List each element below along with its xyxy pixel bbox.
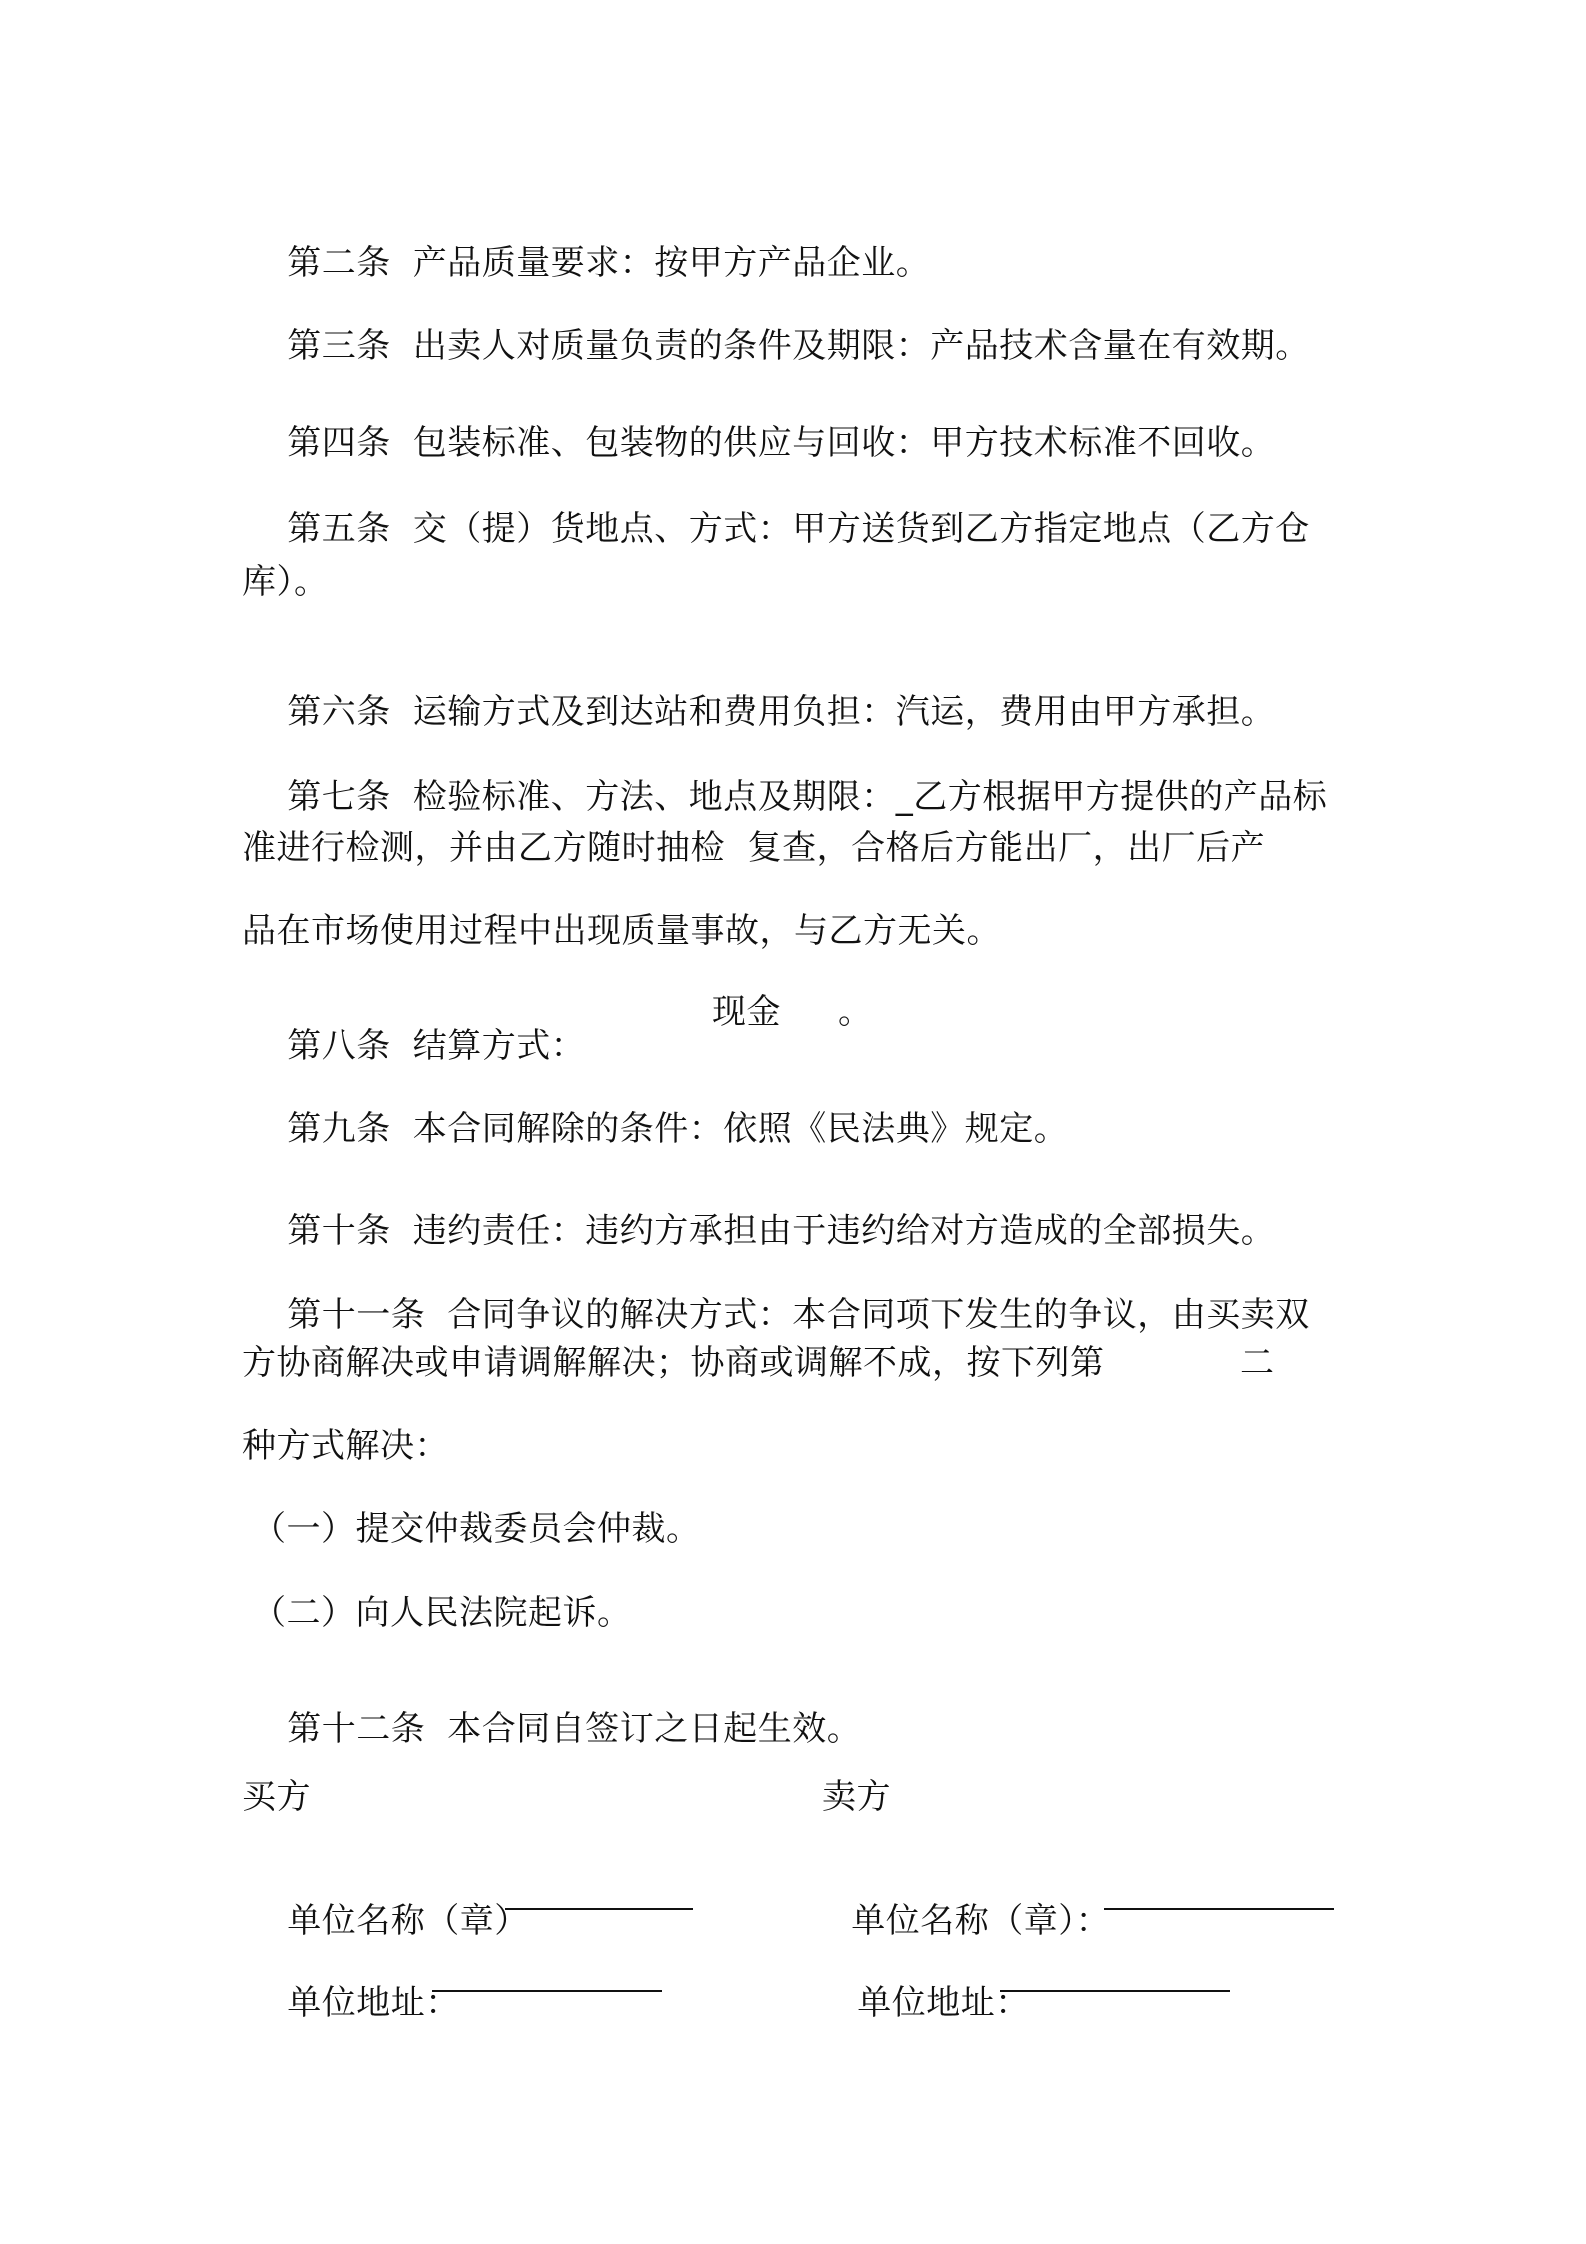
article-3 — [242, 295, 1310, 397]
article-text: 违约责任：违约方承担由于违约给对方造成的全部损失。 — [412, 1211, 1276, 1251]
buyer-unit-address-label: 单位地址： — [287, 1983, 460, 2023]
buyer-unit-name-label: 单位名称（章） — [287, 1901, 529, 1941]
article-number: 第十条 — [287, 1211, 391, 1251]
article-text: 本合同自签订之日起生效。 — [447, 1709, 862, 1749]
seller-unit-name-label: 单位名称（章）： — [851, 1901, 1111, 1941]
article-11-continued: 方协商解决或申请调解解决；协商或调解不成，按下列第 — [242, 1343, 1105, 1383]
article-number: 第九条 — [287, 1109, 391, 1149]
seller-unit-address-blank[interactable] — [1000, 1960, 1230, 1992]
article-text: 产品质量要求：按甲方产品企业。 — [412, 243, 931, 283]
article-text: 出卖人对质量负责的条件及期限：产品技术含量在有效期。 — [412, 326, 1310, 366]
seller-unit-address-label: 单位地址： — [857, 1983, 1030, 2023]
article-number: 第二条 — [287, 243, 391, 283]
article-text: 运输方式及到达站和费用负担：汽运，费用由甲方承担。 — [412, 692, 1276, 732]
buyer-title: 买方 — [242, 1777, 311, 1817]
article-text: 本合同解除的条件：依照《民法典》规定。 — [412, 1109, 1069, 1149]
seller-unit-name-blank[interactable] — [1104, 1878, 1334, 1910]
buyer-unit-address — [242, 1952, 460, 2054]
article-number: 第六条 — [287, 692, 391, 732]
option-arbitration: （一）提交仲裁委员会仲裁。 — [252, 1509, 701, 1549]
article-text: 交（提）货地点、方式：甲方送货到乙方指定地点（乙方仓 — [412, 509, 1310, 549]
article-number: 第四条 — [287, 423, 391, 463]
option-court: （二）向人民法院起诉。 — [252, 1593, 632, 1633]
article-5 — [242, 478, 1310, 580]
article-text: 合同争议的解决方式：本合同项下发生的争议，由买卖双 — [447, 1295, 1310, 1335]
article-11-continued-2: 种方式解决： — [242, 1426, 449, 1466]
article-number: 第十二条 — [287, 1709, 426, 1749]
article-12 — [242, 1678, 861, 1780]
article-9 — [242, 1078, 1068, 1180]
article-7-continued: 准进行检测，并由乙方随时抽检 复查，合格后方能出厂，出厂后产 — [242, 828, 1266, 868]
seller-unit-address — [812, 1952, 1030, 2054]
article-5-continued: 库）。 — [242, 562, 329, 602]
settlement-value: 现金 — [712, 992, 781, 1032]
settlement-period: 。 — [838, 992, 873, 1032]
article-7-continued-2: 品在市场使用过程中出现质量事故，与乙方无关。 — [242, 911, 1001, 951]
buyer-unit-address-blank[interactable] — [432, 1960, 662, 1992]
seller-title: 卖方 — [822, 1777, 891, 1817]
article-number: 第十一条 — [287, 1295, 426, 1335]
buyer-unit-name-blank[interactable] — [505, 1878, 693, 1910]
article-text: 检验标准、方法、地点及期限：_乙方根据甲方提供的产品标 — [412, 777, 1328, 817]
settlement-label: 结算方式： — [412, 1026, 586, 1066]
article-number: 第三条 — [287, 326, 391, 366]
dispute-choice: 二 — [1240, 1343, 1275, 1383]
article-number: 第八条 — [287, 1026, 391, 1066]
article-number: 第五条 — [287, 509, 391, 549]
article-text: 包装标准、包装物的供应与回收：甲方技术标准不回收。 — [412, 423, 1276, 463]
article-number: 第七条 — [287, 777, 391, 817]
